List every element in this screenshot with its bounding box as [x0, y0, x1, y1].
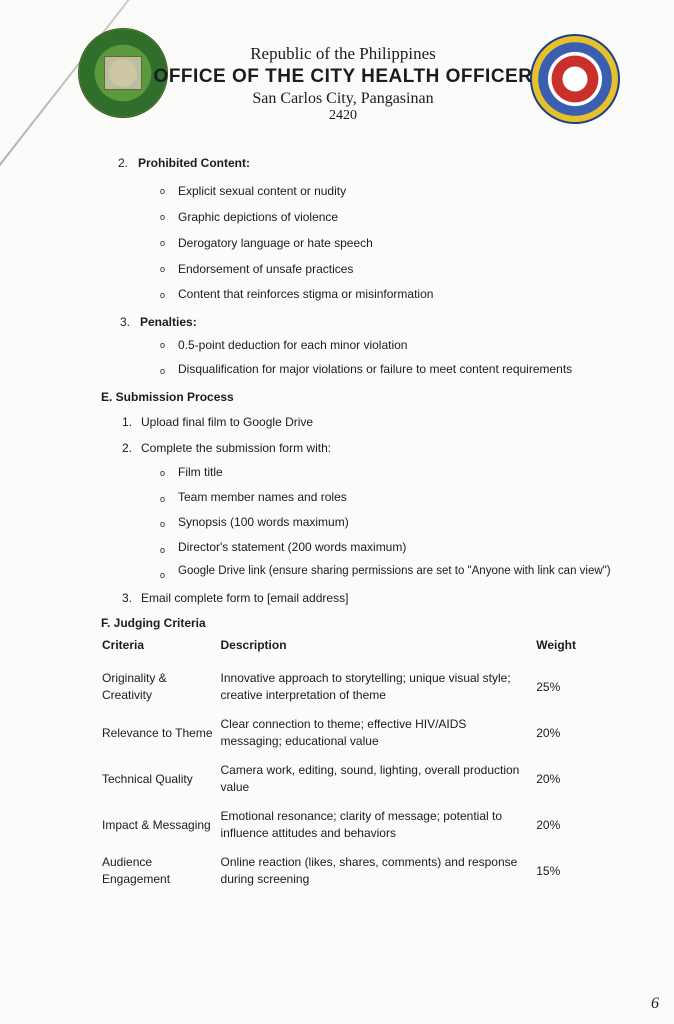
- table-row: [98, 802, 580, 848]
- form-item: Synopsis (100 words maximum): [178, 515, 349, 529]
- page-number: 6: [651, 995, 659, 1012]
- table-row: [98, 756, 580, 802]
- step-number: 1.: [122, 415, 133, 429]
- header-office-title: OFFICE OF THE CITY HEALTH OFFICER: [153, 66, 533, 87]
- table-row: [98, 664, 580, 710]
- form-item: Director's statement (200 words maximum): [178, 540, 407, 554]
- form-item: Google Drive link (ensure sharing permissions are set to "Anyone with link can view"): [178, 565, 611, 577]
- weight-cell: 15%: [536, 863, 561, 878]
- form-item: Team member names and roles: [178, 490, 347, 504]
- table-row: [98, 848, 580, 894]
- header-city: San Carlos City, Pangasinan: [252, 90, 434, 107]
- bullet-icon: o: [160, 186, 166, 196]
- bullet-icon: o: [160, 366, 166, 376]
- submission-step: Email complete form to [email address]: [141, 591, 349, 605]
- header-zip: 2420: [329, 108, 357, 123]
- bullet-icon: o: [160, 290, 166, 300]
- weight-cell: 20%: [536, 771, 561, 786]
- prohibited-item: Graphic depictions of violence: [178, 210, 339, 224]
- description-cell: Emotional resonance; clarity of message; potential to influence attitudes and behaviors: [220, 809, 502, 840]
- criteria-cell: Technical Quality: [102, 771, 193, 786]
- bullet-icon: o: [160, 570, 166, 580]
- bullet-icon: o: [160, 264, 166, 274]
- description-cell: Camera work, editing, sound, lighting, overall production value: [220, 763, 520, 794]
- bullet-icon: o: [160, 238, 166, 248]
- criteria-cell: Relevance to Theme: [102, 725, 213, 740]
- submission-step: Complete the submission form with:: [141, 441, 332, 455]
- prohibited-item: Endorsement of unsafe practices: [178, 262, 354, 276]
- column-header: Weight: [536, 638, 576, 652]
- bullet-icon: o: [160, 468, 166, 478]
- submission-heading: E. Submission Process: [101, 390, 234, 404]
- column-header: Criteria: [102, 638, 145, 652]
- description-cell: Online reaction (likes, shares, comments) and response during screening: [220, 855, 518, 886]
- penalties-number: 3.: [120, 315, 131, 329]
- criteria-cell: Impact & Messaging: [102, 817, 211, 832]
- penalty-item: 0.5-point deduction for each minor violation: [178, 338, 408, 352]
- column-header: Description: [220, 638, 287, 652]
- criteria-cell: Audience Engagement: [102, 855, 171, 886]
- weight-cell: 25%: [536, 679, 561, 694]
- bullet-icon: o: [160, 545, 166, 555]
- description-cell: Innovative approach to storytelling; unique visual style; creative interpretation of theme: [220, 671, 511, 702]
- step-number: 3.: [122, 591, 133, 605]
- judging-criteria-table: [98, 638, 580, 894]
- description-cell: Clear connection to theme; effective HIV/AIDS messaging; educational value: [220, 717, 467, 748]
- header-republic: Republic of the Philippines: [250, 44, 436, 63]
- prohibited-number: 2.: [118, 156, 129, 170]
- table-header-row: [98, 638, 580, 664]
- weight-cell: 20%: [536, 817, 561, 832]
- prohibited-item: Explicit sexual content or nudity: [178, 184, 347, 198]
- step-number: 2.: [122, 441, 133, 455]
- bullet-icon: o: [160, 212, 166, 222]
- prohibited-item: Derogatory language or hate speech: [178, 236, 373, 250]
- criteria-cell: Originality & Creativity: [102, 671, 167, 702]
- table-row: [98, 710, 580, 756]
- penalty-item: Disqualification for major violations or failure to meet content requirements: [178, 362, 573, 376]
- bullet-icon: o: [160, 340, 166, 350]
- penalties-heading: Penalties:: [140, 315, 197, 329]
- weight-cell: 20%: [536, 725, 561, 740]
- submission-step: Upload final film to Google Drive: [141, 415, 314, 429]
- bullet-icon: o: [160, 494, 166, 504]
- bullet-icon: o: [160, 519, 166, 529]
- prohibited-item: Content that reinforces stigma or misinformation: [178, 287, 434, 301]
- judging-heading: F. Judging Criteria: [101, 616, 206, 630]
- form-item: Film title: [178, 465, 223, 479]
- prohibited-heading: Prohibited Content:: [138, 156, 250, 170]
